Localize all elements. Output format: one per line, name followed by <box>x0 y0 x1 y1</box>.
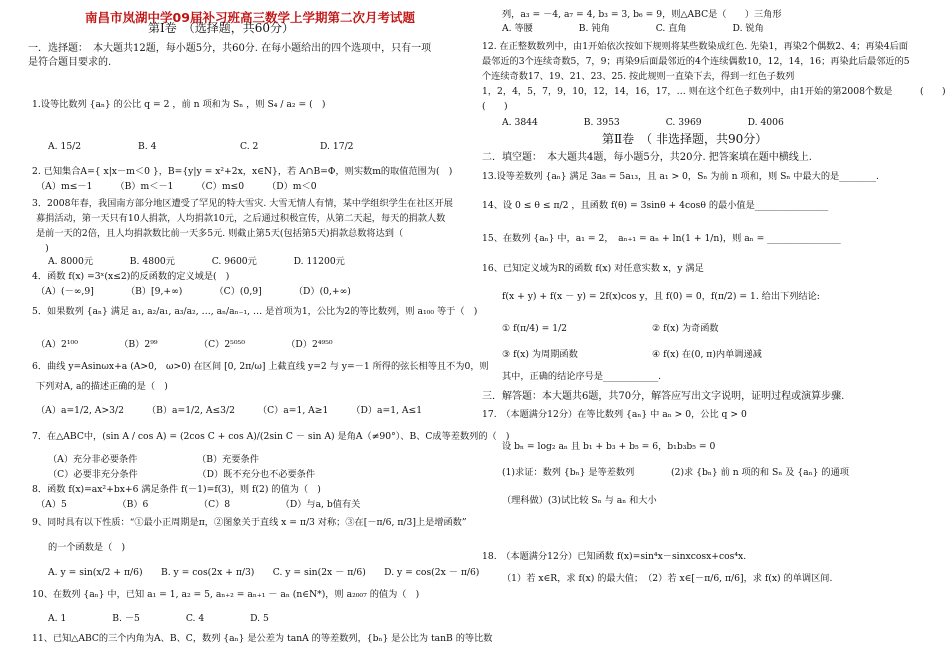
left-line-4: A. 15/2 <box>48 141 82 152</box>
right-line-25: 18. （本题满分12分）已知函数 f(x)=sin⁴x－sinxcosx+cos⁴x. <box>482 551 747 562</box>
left-line-1: 一．选择题： 本大题共12题，每小题5分，共60分. 在每小题给出的四个选项中，只有一项 <box>28 43 432 54</box>
left-line-17: 5．如果数列 {aₙ} 满足 a₁, a₂/a₁, a₃/a₂, …, aₙ/aₙ₋₁, … 是首项为1，公比为2的等比数列，则 a₁₀₀ 等于（ ) <box>32 306 478 317</box>
right-line-20: 三．解答题：本大题共6题，共70分，解答应写出文字说明，证明过程或演算步骤. <box>482 391 845 402</box>
right-line-2: 12. 在正整数数列中，由1开始依次按如下规则将某些数染成红色. 先染1，再染2个偶数2、4；再染4后面 <box>482 41 908 52</box>
left-line-29: A. y = sin(x/2 + π/6) B. y = cos(2x + π/3) C. y = sin(2x － π/6) D. y = cos(2x － π/6) <box>48 567 480 578</box>
left-line-23: （A）充分非必要条件 （B）充要条件 <box>48 454 259 465</box>
left-line-21: （A）a=1/2, A>3/2 （B）a=1/2, A≤3/2 （C）a=1, A≥1 （D）a=1, A≤1 <box>36 405 423 416</box>
left-line-26: （A）5 （B）6 （C）8 （D）与a, b值有关 <box>36 499 361 510</box>
left-line-14: A. 8000元 B. 4800元 C. 9600元 D. 11200元 <box>48 256 345 267</box>
right-line-5: 1，2，4，5，7，9，10，12，14，16，17，… 则在这个红色子数列中，由1开始的第2008个数是 ( ) <box>482 86 946 97</box>
left-line-0: 第Ⅰ卷 （选择题，共60分） <box>148 21 295 35</box>
left-line-10: 3．2008年春，我国南方部分地区遭受了罕见的特大雪灾. 大雪无情人有情，某中学组织学生在社区开展 <box>32 198 453 209</box>
right-line-13: 16、已知定义域为R的函数 f(x) 对任意实数 x，y 满足 <box>482 263 704 274</box>
left-line-8: 2. 已知集合A={ x|x－m＜0 }，B={y|y = x²+2x，x∈N}，若 A∩B=Φ，则实数m的取值范围为( ) <box>32 166 453 177</box>
right-line-23: (1)求证：数列 {bₙ} 是等差数列 (2)求 {bₙ} 前 n 项的和 Sₙ 及 {aₙ} 的通项 <box>502 467 849 478</box>
left-line-2: 是符合题目要求的. <box>28 57 112 68</box>
exam-title: 南昌市岚湖中学09届补习班高三数学上学期第二次月考试题 <box>85 10 415 25</box>
right-line-10: 13.设等差数列 {aₙ} 满足 3a₈ = 5a₁₃，且 a₁ > 0，Sₙ 为前 n 项和，则 Sₙ 中最大的是________. <box>482 171 879 182</box>
right-line-7: A. 3844 B. 3953 C. 3969 D. 4006 <box>502 117 784 128</box>
right-line-22: 设 bₙ = log₂ aₙ 且 b₁ + b₃ + b₅ = 6，b₁b₃b₅ = 0 <box>502 441 716 452</box>
right-line-0: 列，a₃ = －4, a₇ = 4, b₃ = 3, b₆ = 9，则△ABC是（ ）三角形 <box>502 9 782 20</box>
left-line-20: 下列对A, a的描述正确的是（ ) <box>36 381 168 392</box>
right-line-6: ( ) <box>482 101 508 112</box>
left-line-22: 7．在△ABC中，(sin A / cos A) = (2cos C + cos A)/(2sin C － sin A) 是角A（≠90°）、B、C成等差数列的（ ) <box>32 431 510 442</box>
right-line-3: 最邻近的3个连续奇数5，7，9；再染9后面最邻近的4个连续偶数10，12，14，16；再染此后最邻近的5 <box>482 56 910 67</box>
left-line-15: 4．函数 f(x) =3ˣ(x≤2)的反函数的定义域是( ) <box>32 271 230 282</box>
right-line-4: 个连续奇数17、19、21、23、25. 按此规则一直染下去，得到一红色子数列 <box>482 71 795 82</box>
left-line-7: D. 17/2 <box>320 141 354 152</box>
right-line-11: 14、设 0 ≤ θ ≤ π/2 ，且函数 f(θ) = 3sinθ + 4cosθ 的最小值是________________ <box>482 200 829 211</box>
left-line-31: A. 1 B. －5 C. 4 D. 5 <box>48 613 269 624</box>
right-line-16: ② f(x) 为奇函数 <box>652 323 719 334</box>
left-line-12: 是前一天的2倍，且人均捐款数比前一天多5元. 则截止第5天(包括第5天)捐款总数将达到（ <box>36 228 404 239</box>
left-line-30: 10、在数列 {aₙ} 中，已知 a₁ = 1, a₂ = 5, aₙ₊₂ = aₙ₊₁ － aₙ (n∈N*)，则 a₂₀₀₇ 的值为（ ) <box>32 589 420 600</box>
right-line-18: ④ f(x) 在(0, π)内单调递减 <box>652 349 762 360</box>
left-line-28: 的一个函数是（ ) <box>48 542 126 553</box>
left-line-19: 6．曲线 y=Asinωx+a (A>0, ω>0) 在区间 [0, 2π/ω] 上截直线 y=2 与 y=－1 所得的弦长相等且不为0，则 <box>32 361 489 372</box>
right-line-15: ① f(π/4) = 1/2 <box>502 323 568 334</box>
right-line-1: A. 等腰 B. 钝角 C. 直角 D. 锐角 <box>502 23 764 34</box>
right-line-14: f(x + y) + f(x － y) = 2f(x)cos y，且 f(0) = 0，f(π/2) = 1. 给出下列结论: <box>502 291 820 302</box>
left-line-27: 9、同时具有以下性质：“①最小正周期是π，②图象关于直线 x = π/3 对称；③在[－π/6, π/3]上是增函数” <box>32 517 467 528</box>
left-line-18: （A）2¹⁰⁰ （B）2⁹⁹ （C）2⁵⁰⁵⁰ （D）2⁴⁹⁵⁰ <box>36 339 333 350</box>
left-line-25: 8．函数 f(x)=ax²+bx+6 满足条件 f(－1)=f(3)，则 f(2) 的值为（ ) <box>32 484 321 495</box>
right-line-9: 二．填空题： 本大题共4题，每小题5分，共20分. 把答案填在题中横线上. <box>482 152 812 163</box>
left-line-5: B. 4 <box>138 141 157 152</box>
right-line-12: 15、在数列 {aₙ} 中，a₁ = 2， aₙ₊₁ = aₙ + ln(1 + 1/n)，则 aₙ = ________________ <box>482 233 841 244</box>
right-line-21: 17. （本题满分12分）在等比数列 {aₙ} 中 aₙ > 0，公比 q > 0 <box>482 409 747 420</box>
left-line-11: 募捐活动，第一天只有10人捐款，人均捐款10元，之后通过积极宣传，从第二天起，每天的捐款人数 <box>36 213 446 224</box>
left-line-6: C. 2 <box>240 141 259 152</box>
left-line-32: 11、已知△ABC的三个内角为A、B、C，数列 {aₙ} 是公差为 tanA 的等差数列，{bₙ} 是公比为 tanB 的等比数 <box>32 633 493 644</box>
left-line-16: （A）(－∞,9] （B）[9,+∞) （C）(0,9] （D）(0,+∞) <box>36 286 351 297</box>
left-line-9: （A）m≤－1 （B）m＜－1 （C）m≤0 （D）m＜0 <box>36 181 317 192</box>
right-line-19: 其中，正确的结论序号是____________. <box>502 371 662 382</box>
right-line-8: 第Ⅱ卷 （ 非选择题，共90分） <box>602 132 768 146</box>
right-line-26: （1）若 x∈R，求 f(x) 的最大值； （2）若 x∈[－π/6, π/6]，求 f(x) 的单调区间. <box>502 573 833 584</box>
left-line-13: ) <box>36 243 49 254</box>
right-line-17: ③ f(x) 为周期函数 <box>502 349 578 360</box>
left-line-3: 1.设等比数列 {aₙ} 的公比 q = 2 ，前 n 项和为 Sₙ ，则 S₄ / a₂ = ( ) <box>32 99 326 110</box>
right-line-24: （理科做）(3)试比较 Sₙ 与 aₙ 和大小 <box>502 495 657 506</box>
left-line-24: （C）必要非充分条件 （D）既不充分也不必要条件 <box>48 469 316 480</box>
